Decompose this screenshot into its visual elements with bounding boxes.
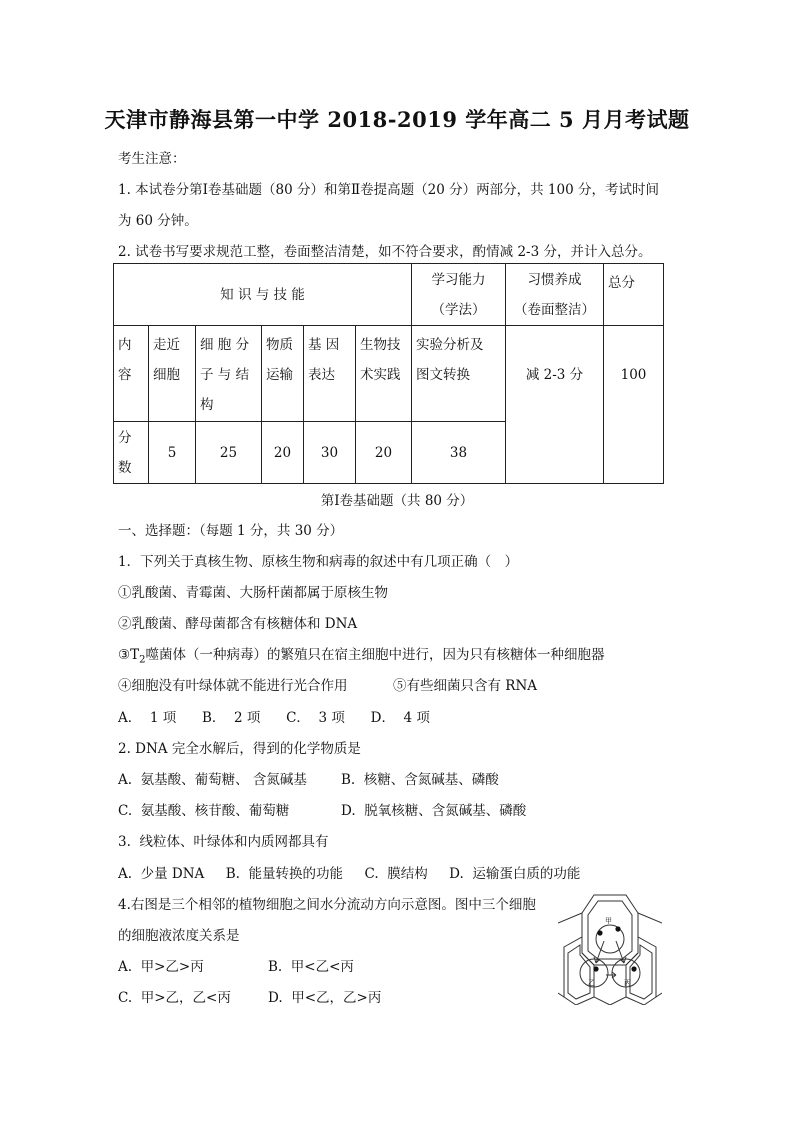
question-2-option-d: D. 脱氧核糖、含氮碱基、磷酸 <box>341 803 527 819</box>
question-1-stem: 1．下列关于真核生物、原核生物和病毒的叙述中有几项正确（ ） <box>118 554 519 570</box>
score-label-line-2: 数 <box>118 459 132 476</box>
statement-3-prefix: ③T <box>118 647 140 663</box>
question-4-option-b: B. 甲<乙<丙 <box>268 959 354 975</box>
topic-line: 物质 <box>266 337 293 353</box>
total-value: 100 <box>604 326 664 484</box>
habit-header-line-1: 习惯养成 <box>527 271 582 288</box>
topic-cell <box>149 326 196 422</box>
question-4-option-d: D. 甲<乙，乙>丙 <box>268 990 382 1006</box>
question-3-stem: 3. 线粒体、叶绿体和内质网都具有 <box>118 834 329 850</box>
topic-line: 基 因 <box>308 337 340 353</box>
cell-label-yi: 乙 <box>588 979 595 987</box>
topic-cell <box>304 326 356 422</box>
cell-label-jia: 甲 <box>605 917 612 925</box>
topic-line: 运输 <box>266 367 293 383</box>
topic-line: 构 <box>200 397 214 413</box>
ability-header <box>412 264 506 326</box>
question-2-option-b: B. 核糖、含氮碱基、磷酸 <box>341 772 499 788</box>
score-distribution-table <box>113 263 664 484</box>
question-1-statement-5: ⑤有些细菌只含有 RNA <box>393 678 538 694</box>
question-4-option-c: C. 甲>乙，乙<丙 <box>118 990 231 1006</box>
question-2-stem: 2. DNA 完全水解后，得到的化学物质是 <box>118 741 361 757</box>
content-label-line-2: 容 <box>118 367 132 383</box>
score-label-line-1: 分 <box>118 429 132 446</box>
cell-label-bing: 丙 <box>624 979 631 987</box>
topic-line: 术实践 <box>360 367 401 383</box>
topic-cell <box>412 326 506 422</box>
ability-header-line-2: （学法） <box>431 301 486 318</box>
score-value: 38 <box>412 422 506 484</box>
topic-line: 细 胞 分 <box>200 337 250 353</box>
notice-item-1-line-2: 为 60 分钟。 <box>118 213 198 229</box>
ability-header-line-1: 学习能力 <box>431 271 486 288</box>
question-4-option-a: A. 甲>乙>丙 <box>118 959 204 975</box>
habit-header-line-2: （卷面整洁） <box>514 301 596 318</box>
notice-item-2: 2. 试卷书写要求规范工整，卷面整洁清楚，如不符合要求，酌情减 2-3 分，并计入总分。 <box>118 244 652 260</box>
statement-3-subscript: 2 <box>139 654 146 666</box>
score-label <box>114 422 149 484</box>
part-1-title: 一、选择题：（每题 1 分，共 30 分） <box>118 523 344 539</box>
topic-cell <box>262 326 304 422</box>
question-1-statement-2: ②乳酸菌、酵母菌都含有核糖体和 DNA <box>118 616 358 632</box>
question-2-option-c: C. 氨基酸、核苷酸、葡萄糖 <box>118 803 290 819</box>
plant-cell-water-flow-diagram <box>558 893 662 1005</box>
score-value: 20 <box>262 422 304 484</box>
topic-line: 细胞 <box>153 367 180 383</box>
habit-value: 减 2-3 分 <box>506 326 604 484</box>
total-header: 总分 <box>604 264 664 326</box>
question-1-statement-1: ①乳酸菌、青霉菌、大肠杆菌都属于原核生物 <box>118 585 388 601</box>
topic-line: 生物技 <box>360 337 401 353</box>
question-1-statement-4: ④细胞没有叶绿体就不能进行光合作用 <box>118 678 348 694</box>
topic-line: 表达 <box>308 367 335 383</box>
section-1-title: 第Ⅰ卷基础题（共 80 分） <box>320 493 474 509</box>
statement-3-text: 噬菌体（一种病毒）的繁殖只在宿主细胞中进行，因为只有核糖体一种细胞器 <box>145 647 605 663</box>
question-3-options: A. 少量 DNA B. 能量转换的功能 C. 膜结构 D. 运输蛋白质的功能 <box>118 866 581 882</box>
content-label <box>114 326 149 422</box>
topic-line: 图文转换 <box>416 367 471 383</box>
score-value: 5 <box>149 422 196 484</box>
notice-heading: 考生注意： <box>118 151 186 167</box>
question-1-statement-3 <box>118 643 604 666</box>
question-2-option-a: A. 氨基酸、葡萄糖、 含氮碱基 <box>118 772 307 788</box>
topic-cell <box>196 326 262 422</box>
habit-header <box>506 264 604 326</box>
topic-cell <box>356 326 412 422</box>
question-1-options: A． 1 项 B． 2 项 C． 3 项 D． 4 项 <box>118 710 430 726</box>
topic-line: 实验分析及 <box>416 337 484 353</box>
exam-title: 天津市静海县第一中学 2018-2019 学年高二 5 月月考试题 <box>104 107 690 132</box>
question-4-stem-line-2: 的细胞液浓度关系是 <box>118 928 240 944</box>
content-label-line-1: 内 <box>118 337 132 353</box>
score-value: 20 <box>356 422 412 484</box>
notice-item-1-line-1: 1. 本试卷分第Ⅰ卷基础题（80 分）和第Ⅱ卷提高题（20 分）两部分，共 100 分，考试时间 <box>118 182 659 198</box>
question-4-stem-line-1: 4.右图是三个相邻的植物细胞之间水分流动方向示意图。图中三个细胞 <box>118 897 536 913</box>
topic-line: 子 与 结 <box>200 367 250 383</box>
knowledge-header: 知 识 与 技 能 <box>114 264 412 326</box>
score-value: 25 <box>196 422 262 484</box>
topic-line: 走近 <box>153 337 180 353</box>
score-value: 30 <box>304 422 356 484</box>
